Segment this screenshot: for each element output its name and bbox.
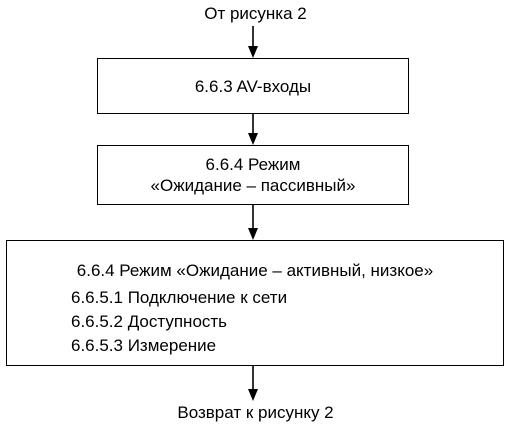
passive-standby-line-2: «Ожидание – пассивный» — [150, 176, 356, 195]
arrowhead-2 — [248, 133, 258, 145]
availability-item: 6.6.5.2 Доступность — [71, 312, 228, 331]
av-inputs-box — [97, 58, 409, 114]
av-inputs-text: 6.6.3 AV-входы — [194, 76, 312, 96]
arrowhead-3 — [248, 228, 258, 240]
return-figure-label: Возврат к рисунку 2 — [177, 403, 334, 422]
passive-standby-line-1: 6.6.4 Режим — [205, 155, 301, 174]
arrowhead-1 — [248, 46, 258, 58]
active-low-standby-box — [6, 240, 504, 366]
from-figure-label: От рисунка 2 — [204, 4, 307, 23]
active-low-standby-title: 6.6.4 Режим «Ожидание – активный, низкое» — [76, 261, 434, 280]
measurement-item: 6.6.5.3 Измерение — [71, 336, 217, 355]
arrowhead-4 — [248, 389, 258, 401]
network-connection-item: 6.6.5.1 Подключение к сети — [71, 288, 288, 307]
passive-standby-box — [97, 145, 409, 205]
